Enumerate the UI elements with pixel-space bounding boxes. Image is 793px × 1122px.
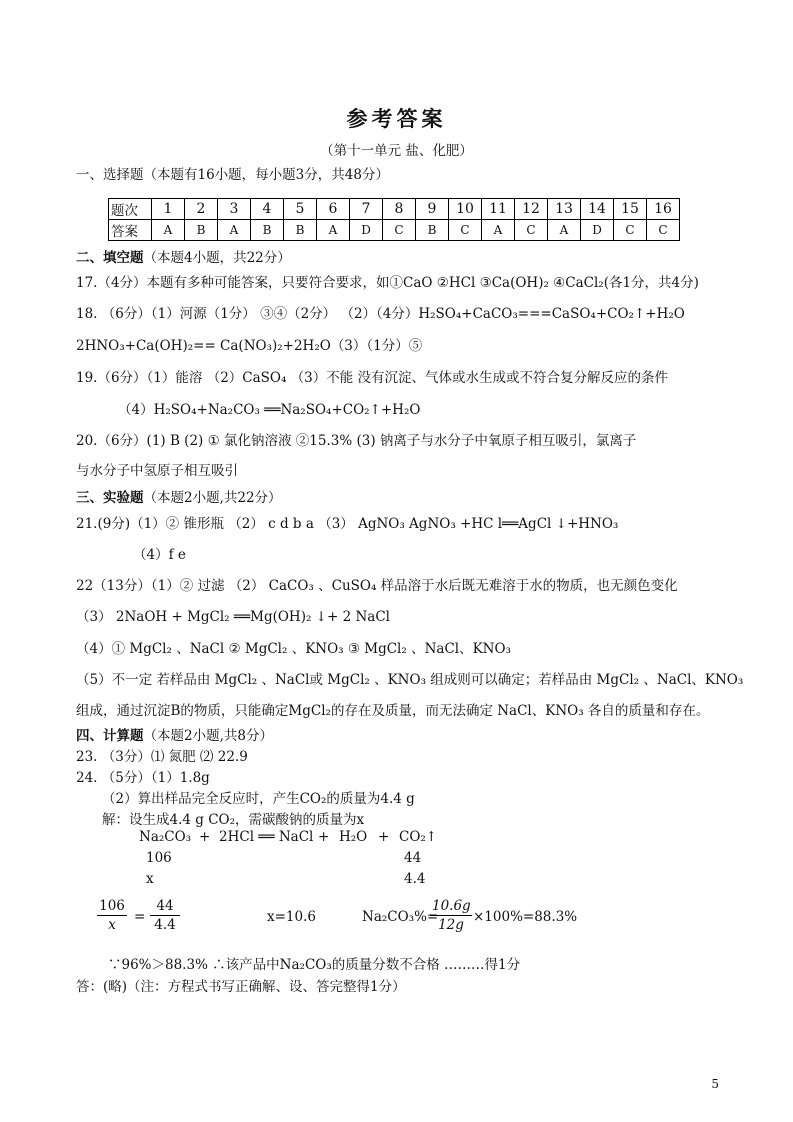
- equation-reactant-1: Na₂CO₃: [139, 829, 192, 845]
- table-cell: A: [317, 220, 350, 241]
- answer-18-line-1: 18. （6分）（1）河源（1分） ③④（2分） （2）（4分）H₂SO₄+CaCO₃===CaSO₄+CO₂↑+H₂O: [76, 306, 685, 322]
- answer-19-line-1: 19.（6分）（1）能溶 （2）CaSO₄ （3）不能 没有沉淀、气体或水生成或不符合复分解反应的条件: [76, 370, 669, 386]
- table-cell: B: [284, 220, 317, 241]
- section-2-heading: [76, 246, 291, 266]
- table-cell: 9: [416, 199, 449, 220]
- x-value: x=10.6: [267, 909, 316, 925]
- answer-20-line-2: 与水分子中氢原子相互吸引: [76, 463, 238, 479]
- section-3-title: 三、实验题: [76, 490, 144, 506]
- answer-18-line-2: 2HNO₃+Ca(OH)₂== Ca(NO₃)₂+2H₂O（3）（1分）⑤: [76, 338, 423, 354]
- table-row-label: 答案: [109, 220, 152, 241]
- percent-result: ×100%=88.3%: [473, 909, 578, 925]
- answer-22-line-5: 组成，通过沉淀B的物质，只能确定MgCl₂的存在及质量，而无法确定 NaCl、KNO₃ 各自的质量和存在。: [76, 703, 710, 719]
- table-cell: 3: [218, 199, 251, 220]
- equation-plus: +: [199, 829, 211, 845]
- table-cell: A: [218, 220, 251, 241]
- answer-22-line-2: （3） 2NaOH + MgCl₂ ══Mg(OH)₂ ↓+ 2 NaCl: [76, 609, 390, 625]
- fraction-denominator: x: [108, 917, 116, 933]
- answer-21-line-1: 21.(9分)（1）② 锥形瓶 （2） c d b a （3） AgNO₃ AgNO₃ +HC l══AgCl ↓+HNO₃: [76, 516, 619, 532]
- answer-22-line-1: 22（13分）（1）② 过滤 （2） CaCO₃ 、CuSO₄ 样品溶于水后既无难溶于水的物质，也无颜色变化: [76, 578, 678, 594]
- table-cell: C: [614, 220, 647, 241]
- table-cell: C: [383, 220, 416, 241]
- table-cell: 13: [548, 199, 581, 220]
- fraction-denominator: 4.4: [154, 917, 176, 933]
- section-4-title: 四、计算题: [76, 728, 144, 744]
- table-cell: A: [152, 220, 185, 241]
- fraction-denominator: 12g: [438, 917, 464, 933]
- section-3-heading: [76, 486, 282, 506]
- section-4-heading: [76, 724, 273, 744]
- table-cell: 16: [647, 199, 680, 220]
- fraction-44-over-4.4: [150, 898, 180, 933]
- answer-24-line-2: （2）算出样品完全反应时，产生CO₂的质量为4.4 g: [102, 791, 415, 807]
- fraction-10.6g-over-12g: [430, 898, 472, 933]
- fraction-numerator: 106: [97, 898, 127, 916]
- equation-product-1: H₂O: [339, 829, 368, 845]
- table-cell: 8: [383, 199, 416, 220]
- answer-23: 23. （3分）⑴ 氮肥 ⑵ 22.9: [76, 749, 248, 765]
- page-number: 5: [711, 1077, 719, 1091]
- table-cell: 6: [317, 199, 350, 220]
- equation-plus: +: [318, 829, 330, 845]
- answer-table: [108, 198, 680, 241]
- fraction-106-over-x: [97, 898, 127, 933]
- answer-24-conclusion: ∵96%＞88.3% ∴该产品中Na₂CO₃的质量分数不合格 ………得1分: [108, 957, 521, 973]
- section-3-note: （本题2小题,共22分）: [143, 490, 282, 506]
- table-cell: C: [515, 220, 548, 241]
- table-cell: B: [185, 220, 218, 241]
- table-cell: 7: [350, 199, 383, 220]
- section-1-heading: 一、选择题（本题有16小题，每小题3分，共48分）: [76, 167, 389, 183]
- section-2-title: 二、填空题: [76, 250, 144, 266]
- table-cell: 1: [152, 199, 185, 220]
- table-cell: 15: [614, 199, 647, 220]
- page-subtitle: （第十一单元 盐、化肥）: [320, 143, 473, 159]
- table-cell: B: [251, 220, 284, 241]
- page-title: 参考答案: [346, 106, 447, 131]
- footnote: 答：(略)（注：方程式书写正确解、设、答完整得1分）: [76, 979, 406, 995]
- answer-24-line-3: 解：设生成4.4 g CO₂，需碳酸钠的质量为x: [102, 812, 365, 828]
- table-cell: 14: [581, 199, 614, 220]
- table-cell: 2: [185, 199, 218, 220]
- table-cell: 4: [251, 199, 284, 220]
- answer-21-line-2: （4）f e: [133, 547, 186, 563]
- table-cell: D: [581, 220, 614, 241]
- section-2-note: （本题4小题，共22分）: [143, 250, 291, 266]
- table-row: [109, 220, 680, 241]
- table-cell: C: [647, 220, 680, 241]
- answer-22-line-3: （4）① MgCl₂ 、NaCl ② MgCl₂ 、KNO₃ ③ MgCl₂ 、NaCl、KNO₃: [76, 641, 511, 657]
- table-cell: B: [416, 220, 449, 241]
- answer-17: 17.（4分）本题有多种可能答案，只要符合要求，如①CaO ②HCl ③Ca(OH)₂ ④CaCl₂(各1分，共4分): [76, 275, 699, 291]
- table-cell: 12: [515, 199, 548, 220]
- fraction-numerator: 10.6g: [432, 898, 471, 914]
- equals-sign: =: [134, 909, 146, 925]
- table-cell: A: [548, 220, 581, 241]
- section-4-note: （本题2小题,共8分）: [143, 728, 273, 744]
- table-cell: 5: [284, 199, 317, 220]
- table-cell: 10: [449, 199, 482, 220]
- table-row: [109, 199, 680, 220]
- unknown-x: x: [146, 871, 154, 887]
- answer-19-line-2: （4）H₂SO₄+Na₂CO₃ ══Na₂SO₄+CO₂↑+H₂O: [118, 402, 421, 418]
- equation-plus: +: [378, 829, 390, 845]
- answer-22-line-4: （5）不一定 若样品由 MgCl₂ 、NaCl或 MgCl₂ 、KNO₃ 组成则可以确定；若样品由 MgCl₂ 、NaCl、KNO₃: [76, 672, 744, 688]
- fraction-numerator: 44: [150, 898, 180, 916]
- table-cell: D: [350, 220, 383, 241]
- percent-label: Na₂CO₃%=: [362, 909, 439, 925]
- co2-mass: 4.4: [404, 871, 426, 887]
- equation-product-2: CO₂↑: [399, 829, 438, 845]
- molar-mass-co2: 44: [404, 850, 422, 866]
- table-cell: C: [449, 220, 482, 241]
- molar-mass-na2co3: 106: [146, 850, 172, 866]
- answer-24-line-1: 24. （5分）（1）1.8g: [76, 770, 210, 786]
- answer-20-line-1: 20.（6分）(1) B (2) ① 氯化钠溶液 ②15.3% (3) 钠离子与水分子中氧原子相互吸引，氯离子: [76, 433, 637, 449]
- table-row-label: 题次: [109, 199, 152, 220]
- table-cell: 11: [482, 199, 515, 220]
- equation-reactant-2: 2HCl ══ NaCl: [219, 829, 314, 845]
- table-cell: A: [482, 220, 515, 241]
